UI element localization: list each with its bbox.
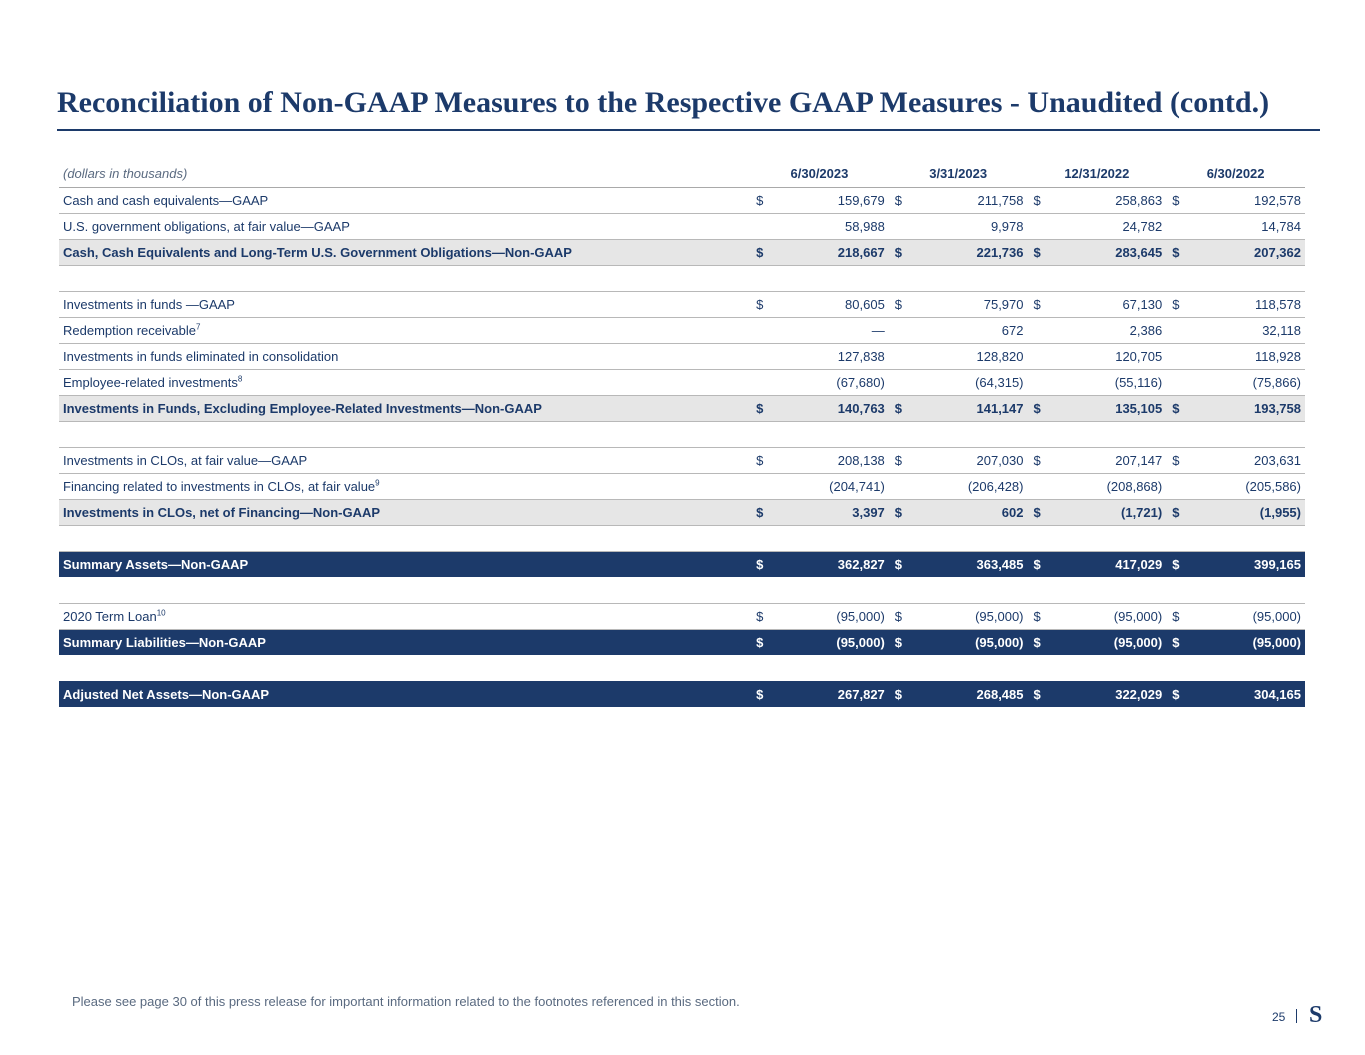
currency-symbol xyxy=(1028,369,1050,395)
currency-symbol: $ xyxy=(1166,291,1188,317)
cell-value: 258,863 xyxy=(1050,187,1167,213)
currency-symbol: $ xyxy=(750,291,772,317)
row-label xyxy=(59,369,750,395)
table-row xyxy=(59,603,1305,629)
table-row xyxy=(59,187,1305,213)
row-label xyxy=(59,187,750,213)
cell-value: 399,165 xyxy=(1188,551,1305,577)
spacer-row xyxy=(59,265,1305,291)
footnote-marker: 10 xyxy=(156,608,166,618)
row-label-text: Summary Liabilities—Non-GAAP xyxy=(63,634,266,650)
cell-value: (95,000) xyxy=(772,629,889,655)
currency-symbol: $ xyxy=(1028,187,1050,213)
cell-value: (95,000) xyxy=(911,629,1028,655)
page-title: Reconciliation of Non-GAAP Measures to the Respective GAAP Measures - Unaudited (contd.) xyxy=(57,86,1270,119)
currency-symbol xyxy=(1166,343,1188,369)
currency-symbol: $ xyxy=(889,187,911,213)
row-label xyxy=(59,473,750,499)
cell-value: 283,645 xyxy=(1050,239,1167,265)
table-row xyxy=(59,343,1305,369)
cell-value: (75,866) xyxy=(1188,369,1305,395)
cell-value: 141,147 xyxy=(911,395,1028,421)
currency-symbol xyxy=(889,343,911,369)
row-label xyxy=(59,499,750,525)
cell-value: 322,029 xyxy=(1050,681,1167,707)
title-underline xyxy=(57,129,1320,131)
row-label-text: Redemption receivable xyxy=(63,322,196,338)
currency-symbol: $ xyxy=(889,499,911,525)
currency-symbol: $ xyxy=(1166,187,1188,213)
currency-symbol: $ xyxy=(1028,447,1050,473)
currency-symbol: $ xyxy=(1166,447,1188,473)
currency-symbol: $ xyxy=(1028,499,1050,525)
row-label xyxy=(59,239,750,265)
currency-symbol: $ xyxy=(1028,395,1050,421)
currency-symbol: $ xyxy=(889,291,911,317)
row-label xyxy=(59,395,750,421)
currency-symbol: $ xyxy=(1028,551,1050,577)
currency-symbol: $ xyxy=(889,395,911,421)
currency-symbol xyxy=(750,473,772,499)
period-header: 12/31/2022 xyxy=(1028,161,1167,187)
period-header: 6/30/2023 xyxy=(750,161,889,187)
currency-symbol: $ xyxy=(1166,239,1188,265)
cell-value: 32,118 xyxy=(1188,317,1305,343)
cell-value: (95,000) xyxy=(772,603,889,629)
cell-value: 218,667 xyxy=(772,239,889,265)
cell-value: (67,680) xyxy=(772,369,889,395)
cell-value: (95,000) xyxy=(1050,629,1167,655)
row-label-text: Investments in funds eliminated in consolidation xyxy=(63,348,339,364)
currency-symbol xyxy=(750,213,772,239)
cell-value: 24,782 xyxy=(1050,213,1167,239)
row-label-text: Cash, Cash Equivalents and Long-Term U.S. Government Obligations—Non-GAAP xyxy=(63,244,572,260)
table-row xyxy=(59,473,1305,499)
row-label xyxy=(59,343,750,369)
cell-value: (204,741) xyxy=(772,473,889,499)
row-label xyxy=(59,213,750,239)
currency-symbol: $ xyxy=(750,499,772,525)
currency-symbol xyxy=(889,317,911,343)
cell-value: (1,721) xyxy=(1050,499,1167,525)
cell-value: 363,485 xyxy=(911,551,1028,577)
currency-symbol: $ xyxy=(750,551,772,577)
page-number: 25 xyxy=(1272,1010,1286,1024)
cell-value: 120,705 xyxy=(1050,343,1167,369)
currency-symbol: $ xyxy=(1166,681,1188,707)
row-label-text: Adjusted Net Assets—Non-GAAP xyxy=(63,686,270,702)
cell-value: 362,827 xyxy=(772,551,889,577)
cell-value: 58,988 xyxy=(772,213,889,239)
cell-value: (1,955) xyxy=(1188,499,1305,525)
total-row xyxy=(59,681,1305,707)
period-header: 6/30/2022 xyxy=(1166,161,1305,187)
row-label xyxy=(59,629,750,655)
period-header: 3/31/2023 xyxy=(889,161,1028,187)
spacer-row xyxy=(59,655,1305,681)
cell-value: 3,397 xyxy=(772,499,889,525)
cell-value: 118,578 xyxy=(1188,291,1305,317)
cell-value: (95,000) xyxy=(911,603,1028,629)
currency-symbol: $ xyxy=(750,629,772,655)
cell-value: 75,970 xyxy=(911,291,1028,317)
subtotal-row xyxy=(59,499,1305,525)
cell-value: 140,763 xyxy=(772,395,889,421)
currency-symbol xyxy=(750,343,772,369)
cell-value: 127,838 xyxy=(772,343,889,369)
row-label xyxy=(59,603,750,629)
currency-symbol: $ xyxy=(889,681,911,707)
currency-symbol xyxy=(1028,343,1050,369)
cell-value: (95,000) xyxy=(1188,603,1305,629)
company-logo: S xyxy=(1309,1002,1323,1028)
currency-symbol: $ xyxy=(750,681,772,707)
cell-value: — xyxy=(772,317,889,343)
currency-symbol xyxy=(889,369,911,395)
currency-symbol xyxy=(1166,473,1188,499)
currency-symbol xyxy=(1028,317,1050,343)
unit-label: (dollars in thousands) xyxy=(59,161,750,187)
page-separator xyxy=(1296,1009,1297,1023)
table-row xyxy=(59,317,1305,343)
cell-value: 417,029 xyxy=(1050,551,1167,577)
cell-value: (95,000) xyxy=(1050,603,1167,629)
row-label-text: Summary Assets—Non-GAAP xyxy=(63,556,249,572)
cell-value: (208,868) xyxy=(1050,473,1167,499)
cell-value: 672 xyxy=(911,317,1028,343)
cell-value: 193,758 xyxy=(1188,395,1305,421)
table-body xyxy=(59,187,1305,707)
currency-symbol: $ xyxy=(1028,239,1050,265)
currency-symbol: $ xyxy=(1028,681,1050,707)
cell-value: (95,000) xyxy=(1188,629,1305,655)
cell-value: 192,578 xyxy=(1188,187,1305,213)
currency-symbol: $ xyxy=(1166,629,1188,655)
row-label-text: Cash and cash equivalents—GAAP xyxy=(63,192,269,208)
cell-value: 159,679 xyxy=(772,187,889,213)
currency-symbol: $ xyxy=(1028,291,1050,317)
footnote: Please see page 30 of this press release for important information related to the footnotes referenced in this section. xyxy=(72,994,740,1009)
currency-symbol xyxy=(1028,473,1050,499)
currency-symbol: $ xyxy=(889,603,911,629)
table-row xyxy=(59,291,1305,317)
cell-value: 207,030 xyxy=(911,447,1028,473)
cell-value: 128,820 xyxy=(911,343,1028,369)
cell-value: 203,631 xyxy=(1188,447,1305,473)
cell-value: 2,386 xyxy=(1050,317,1167,343)
row-label-text: U.S. government obligations, at fair value—GAAP xyxy=(63,218,350,234)
cell-value: 221,736 xyxy=(911,239,1028,265)
cell-value: (205,586) xyxy=(1188,473,1305,499)
row-label-text: Financing related to investments in CLOs, at fair value xyxy=(63,478,376,494)
table-row xyxy=(59,447,1305,473)
cell-value: 135,105 xyxy=(1050,395,1167,421)
cell-value: 208,138 xyxy=(772,447,889,473)
currency-symbol: $ xyxy=(889,239,911,265)
table-row xyxy=(59,369,1305,395)
cell-value: (64,315) xyxy=(911,369,1028,395)
currency-symbol xyxy=(1166,213,1188,239)
row-label-text: Investments in CLOs, net of Financing—Non-GAAP xyxy=(63,504,381,520)
currency-symbol xyxy=(889,473,911,499)
reconciliation-table xyxy=(59,161,1305,707)
subtotal-row xyxy=(59,239,1305,265)
row-label-text: Investments in Funds, Excluding Employee-Related Investments—Non-GAAP xyxy=(63,400,542,416)
row-label-text: Employee-related investments xyxy=(63,374,238,390)
cell-value: 211,758 xyxy=(911,187,1028,213)
row-label xyxy=(59,551,750,577)
currency-symbol: $ xyxy=(750,395,772,421)
footnote-marker: 9 xyxy=(375,478,380,488)
cell-value: (206,428) xyxy=(911,473,1028,499)
spacer-row xyxy=(59,421,1305,447)
currency-symbol xyxy=(750,317,772,343)
row-label xyxy=(59,317,750,343)
row-label xyxy=(59,447,750,473)
currency-symbol xyxy=(750,369,772,395)
currency-symbol: $ xyxy=(889,551,911,577)
cell-value: 118,928 xyxy=(1188,343,1305,369)
currency-symbol: $ xyxy=(1166,551,1188,577)
currency-symbol: $ xyxy=(750,603,772,629)
cell-value: (55,116) xyxy=(1050,369,1167,395)
cell-value: 80,605 xyxy=(772,291,889,317)
cell-value: 207,362 xyxy=(1188,239,1305,265)
table-row xyxy=(59,213,1305,239)
subtotal-row xyxy=(59,395,1305,421)
cell-value: 67,130 xyxy=(1050,291,1167,317)
footnote-marker: 7 xyxy=(195,322,201,332)
spacer-row xyxy=(59,577,1305,603)
currency-symbol xyxy=(889,213,911,239)
table-header-row xyxy=(59,161,1305,187)
total-row xyxy=(59,551,1305,577)
currency-symbol: $ xyxy=(1166,499,1188,525)
row-label-text: Investments in funds —GAAP xyxy=(63,296,235,312)
currency-symbol: $ xyxy=(750,187,772,213)
cell-value: 14,784 xyxy=(1188,213,1305,239)
cell-value: 9,978 xyxy=(911,213,1028,239)
row-label xyxy=(59,681,750,707)
cell-value: 304,165 xyxy=(1188,681,1305,707)
currency-symbol: $ xyxy=(1028,603,1050,629)
currency-symbol xyxy=(1166,369,1188,395)
footnote-marker: 8 xyxy=(237,374,243,384)
currency-symbol: $ xyxy=(889,629,911,655)
currency-symbol: $ xyxy=(889,447,911,473)
cell-value: 267,827 xyxy=(772,681,889,707)
currency-symbol: $ xyxy=(750,447,772,473)
cell-value: 602 xyxy=(911,499,1028,525)
currency-symbol xyxy=(1166,317,1188,343)
cell-value: 268,485 xyxy=(911,681,1028,707)
spacer-row xyxy=(59,525,1305,551)
row-label-text: Investments in CLOs, at fair value—GAAP xyxy=(63,452,308,468)
row-label xyxy=(59,291,750,317)
row-label-text: 2020 Term Loan xyxy=(63,608,157,624)
total-row xyxy=(59,629,1305,655)
currency-symbol: $ xyxy=(1028,629,1050,655)
currency-symbol: $ xyxy=(750,239,772,265)
currency-symbol: $ xyxy=(1166,395,1188,421)
cell-value: 207,147 xyxy=(1050,447,1167,473)
currency-symbol xyxy=(1028,213,1050,239)
currency-symbol: $ xyxy=(1166,603,1188,629)
